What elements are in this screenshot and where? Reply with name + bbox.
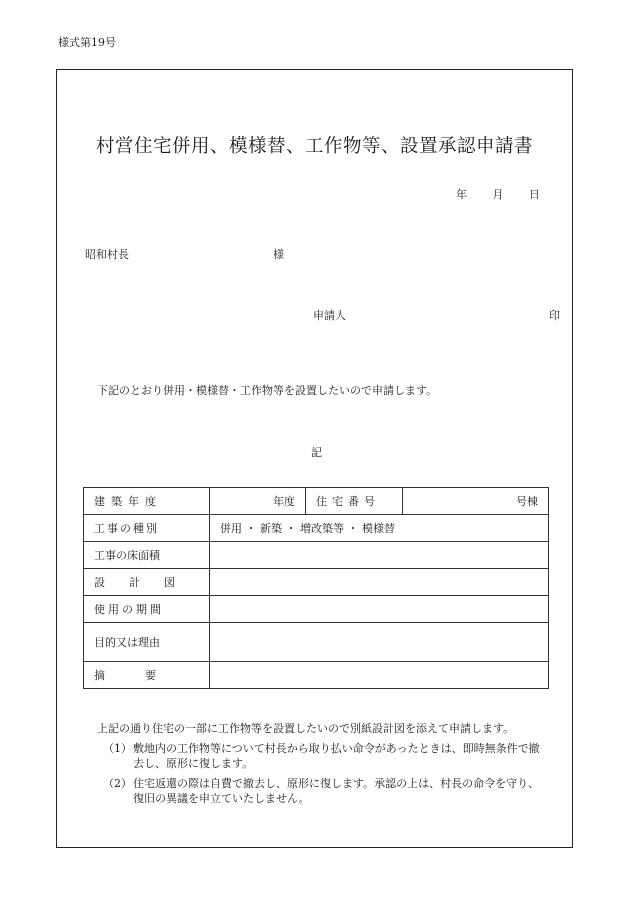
row-design-drawing: [84, 569, 549, 596]
label-house-number: 住宅番号: [306, 488, 403, 515]
note-number: （2）: [103, 777, 132, 790]
date-month: 月: [492, 188, 504, 201]
design-drawing-field[interactable]: [210, 569, 549, 596]
note-text: 敷地内の工作物等について村長から取り払い命令があったときは、即時無条件で撤去し、原形に復します。: [133, 742, 540, 770]
floor-area-field[interactable]: [210, 542, 549, 569]
note-text: 住宅返還の際は自費で撤去し、原形に復します。承認の上は、村長の命令を守り、復旧の異議を申立ていたしません。: [133, 777, 540, 805]
application-table: [83, 487, 549, 689]
note-item: [97, 776, 545, 806]
date-day: 日: [529, 188, 540, 201]
label-work-type: 工事の種別: [84, 515, 210, 542]
honorific: 様: [273, 248, 284, 261]
row-floor-area: [84, 542, 549, 569]
row-construction-year: [84, 488, 549, 515]
note-number: （1）: [103, 742, 132, 755]
usage-period-field[interactable]: [210, 596, 549, 623]
row-remarks: [84, 662, 549, 689]
date-year: 年: [456, 188, 467, 201]
label-floor-area: 工事の床面積: [84, 542, 210, 569]
lead-text: 下記のとおり併用・模様替・工作物等を設置したいので申請します。: [97, 384, 438, 397]
work-type-options[interactable]: 併用 ・ 新築 ・ 増改築等 ・ 模様替: [210, 515, 549, 542]
label-design-drawing: 設計図: [84, 569, 210, 596]
notes-intro: 上記の通り住宅の一部に工作物等を設置したいので別紙設計図を添えて申請します。: [97, 722, 515, 735]
row-work-type: [84, 515, 549, 542]
notes: [97, 721, 545, 806]
form-title: 村営住宅併用、模様替、工作物等、設置承認申請書: [95, 136, 533, 157]
label-purpose: 目的又は理由: [84, 623, 210, 662]
applicant-label: 申請人: [313, 309, 346, 322]
note-item: [97, 741, 545, 771]
house-number-field[interactable]: 号棟: [403, 488, 549, 515]
ki-heading: 記: [311, 446, 322, 459]
label-remarks: 摘要: [84, 662, 210, 689]
form-frame: [56, 69, 573, 848]
addressee: 昭和村長: [85, 248, 129, 261]
row-purpose: [84, 623, 549, 662]
label-usage-period: 使用の期間: [84, 596, 210, 623]
purpose-field[interactable]: [210, 623, 549, 662]
form-number: 様式第19号: [58, 36, 116, 49]
construction-year-field[interactable]: 年度: [210, 488, 306, 515]
seal-label: 印: [549, 309, 560, 322]
label-construction-year: 建築年度: [84, 488, 210, 515]
row-usage-period: [84, 596, 549, 623]
date-line: [456, 186, 540, 202]
remarks-field[interactable]: [210, 662, 549, 689]
